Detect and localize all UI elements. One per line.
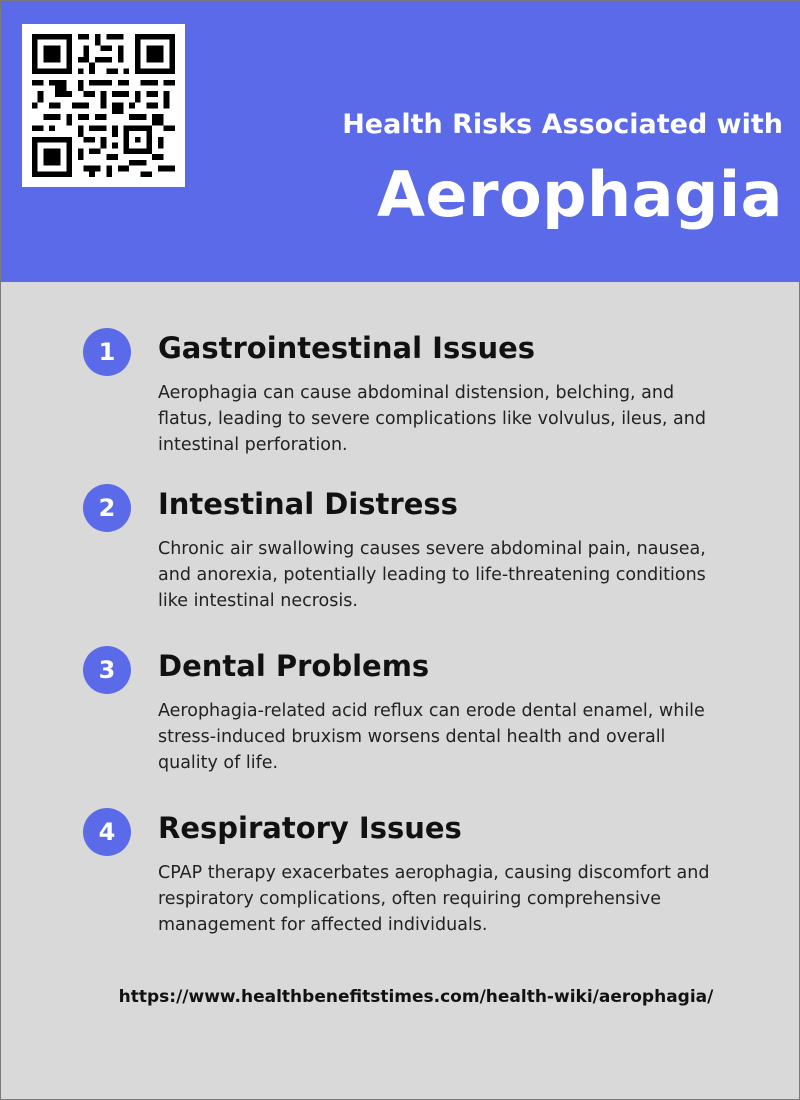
number-badge: 4 [83,808,131,856]
qr-code-icon [22,24,185,187]
page-title: Aerophagia [376,158,783,231]
source-url: https://www.healthbenefitstimes.com/health-wiki/aerophagia/ [118,987,714,1007]
risk-description: Chronic air swallowing causes severe abdominal pain, nausea, and anorexia, potentially leading to life-threatening conditions like intestinal necrosis. [158,539,706,611]
number-badge: 1 [83,328,131,376]
risk-description: CPAP therapy exacerbates aerophagia, causing discomfort and respiratory complications, often requiring comprehensive management for affected individuals. [158,863,710,935]
risk-description: Aerophagia can cause abdominal distension, belching, and flatus, leading to severe complications like volvulus, ileus, and intestinal perforation. [158,383,706,455]
header-banner [1,1,800,282]
risk-description: Aerophagia-related acid reflux can erode dental enamel, while stress-induced bruxism worsens dental health and overall quality of life. [158,701,705,773]
number-badge: 2 [83,484,131,532]
risk-title: Gastrointestinal Issues [158,331,536,365]
risk-title: Respiratory Issues [158,811,462,845]
header-subtitle: Health Risks Associated with [342,109,783,140]
risk-title: Dental Problems [158,649,430,683]
number-badge: 3 [83,646,131,694]
risk-title: Intestinal Distress [158,487,458,521]
